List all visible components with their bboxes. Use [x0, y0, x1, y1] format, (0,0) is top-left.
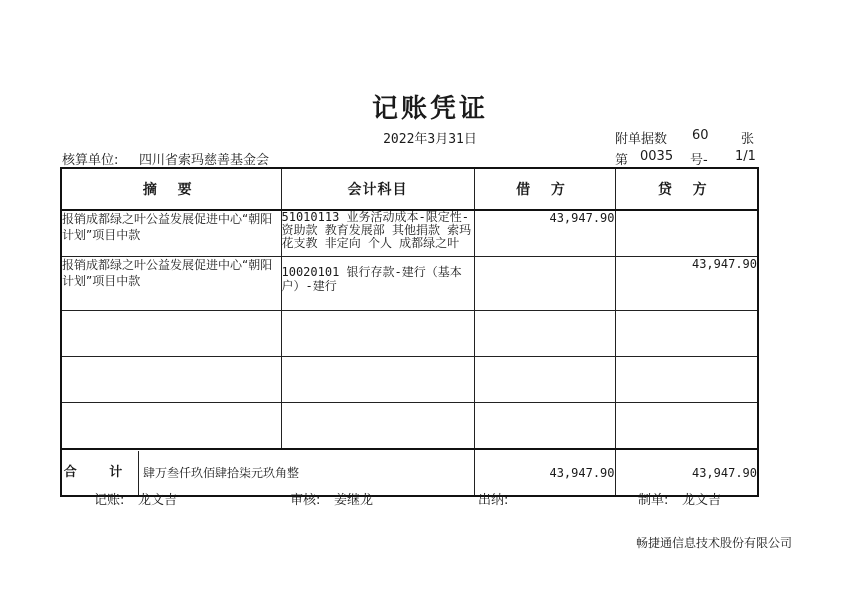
- row-account: [281, 357, 474, 403]
- table-row: [61, 257, 758, 311]
- row-credit: [615, 210, 758, 257]
- row-credit: [615, 403, 758, 450]
- voucher-title: 记账凭证: [371, 94, 488, 124]
- voucher-page: 1/1: [735, 149, 756, 164]
- voucher-suffix: 号-: [690, 153, 708, 168]
- row-summary: 报销成都绿之叶公益发展促进中心“朝阳计划”项目中款: [61, 210, 281, 257]
- row-credit: [615, 311, 758, 357]
- row-account: [281, 403, 474, 450]
- total-amount-words: 肆万叁仟玖佰肆拾柒元玖角整: [143, 466, 300, 480]
- row-account: [281, 311, 474, 357]
- bookkeeper-name: 龙文吉: [138, 493, 178, 508]
- cashier-label: 出纳:: [478, 493, 509, 508]
- header-account: 会计科目: [281, 168, 474, 210]
- attachments-unit: 张: [741, 132, 755, 147]
- header-row: [61, 168, 758, 210]
- header-summary: 摘 要: [61, 168, 281, 210]
- voucher-table: [60, 167, 759, 497]
- row-debit: 43,947.90: [474, 210, 615, 257]
- row-debit: [474, 311, 615, 357]
- row-credit: 43,947.90: [615, 257, 758, 311]
- table-row: [61, 311, 758, 357]
- row-summary: [61, 311, 281, 357]
- voucher-number: 0035: [640, 149, 674, 164]
- preparer-label: 制单:: [638, 493, 669, 508]
- row-summary: [61, 357, 281, 403]
- voucher-prefix: 第: [615, 153, 629, 168]
- row-credit: [615, 357, 758, 403]
- total-label: 合 计: [62, 451, 139, 495]
- reviewer-name: 姜继龙: [334, 493, 374, 508]
- header-debit: 借 方: [474, 168, 615, 210]
- row-debit: [474, 257, 615, 311]
- table-row: [61, 357, 758, 403]
- reviewer-label: 审核:: [290, 493, 321, 508]
- row-summary: [61, 403, 281, 450]
- table-row: [61, 403, 758, 450]
- unit-name: 四川省索玛慈善基金会: [139, 153, 270, 168]
- unit-label: 核算单位:: [62, 153, 119, 168]
- voucher-date: 2022年3月31日: [383, 132, 477, 147]
- header-credit: 贷 方: [615, 168, 758, 210]
- row-summary: 报销成都绿之叶公益发展促进中心“朝阳计划”项目中款: [61, 257, 281, 311]
- attachments-label: 附单据数: [615, 132, 668, 147]
- attachments-count: 60: [692, 128, 709, 143]
- row-account: 51010113 业务活动成本-限定性-资助款 教育发展部 其他捐款 索玛花支教 非定向 个人 成都绿之叶: [281, 210, 474, 257]
- total-credit: 43,947.90: [615, 449, 758, 496]
- row-account: 10020101 银行存款-建行（基本户）-建行: [281, 257, 474, 311]
- table-row: [61, 210, 758, 257]
- total-debit: 43,947.90: [474, 449, 615, 496]
- software-company: 畅捷通信息技术股份有限公司: [635, 536, 792, 550]
- row-debit: [474, 403, 615, 450]
- bookkeeper-label: 记账:: [94, 493, 125, 508]
- row-debit: [474, 357, 615, 403]
- preparer-name: 龙文吉: [682, 493, 722, 508]
